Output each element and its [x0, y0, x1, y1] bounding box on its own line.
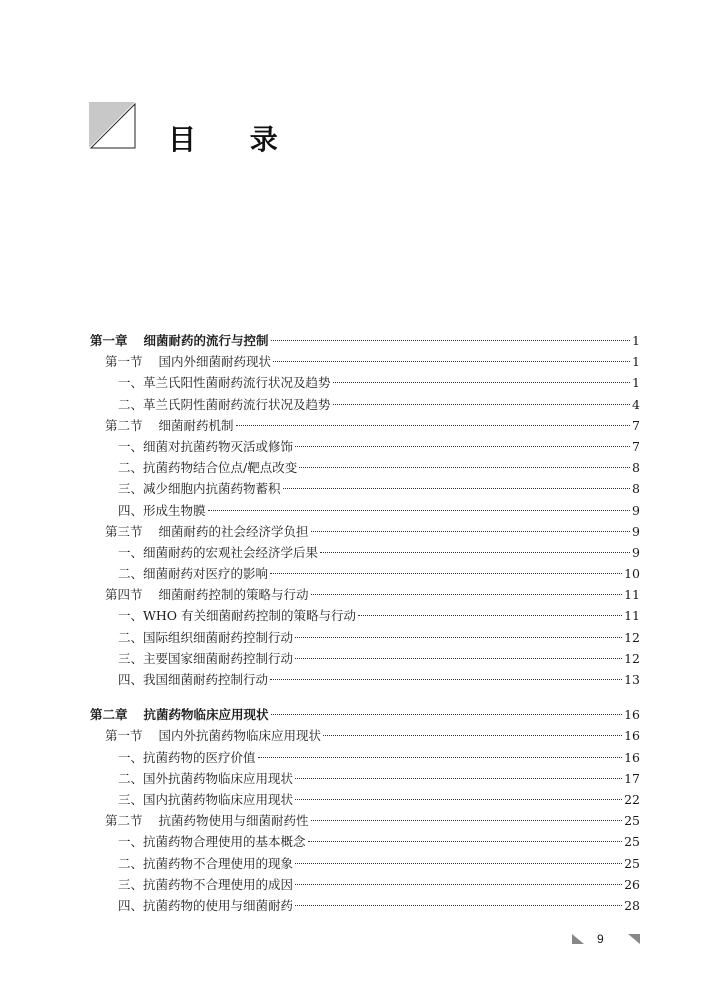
leader-dots [236, 425, 631, 426]
chapter-number: 第二章 [90, 707, 128, 723]
item-title: 一、抗菌药物合理使用的基本概念 [118, 834, 306, 850]
toc-item-entry[interactable] [90, 747, 640, 768]
leader-dots [271, 714, 623, 715]
chapter-page-number: 16 [624, 707, 640, 723]
item-page-number: 11 [624, 608, 640, 624]
toc-item-entry[interactable] [90, 394, 640, 415]
item-title: 一、WHO 有关细菌耐药控制的策略与行动 [118, 608, 356, 624]
item-title: 四、形成生物膜 [118, 502, 206, 518]
item-page-number: 25 [624, 855, 640, 871]
item-title: 三、国内抗菌药物临床应用现状 [118, 791, 294, 807]
section-number: 第四节 [105, 587, 143, 603]
toc-item-entry[interactable] [90, 895, 640, 916]
section-page-number: 7 [632, 417, 640, 433]
leader-dots [295, 446, 630, 447]
item-page-number: 17 [624, 770, 640, 786]
leader-dots [270, 573, 622, 574]
section-title: 国内外抗菌药物临床应用现状 [158, 728, 322, 744]
toc-item-entry[interactable] [90, 874, 640, 895]
leader-dots [273, 361, 630, 362]
item-title: 二、国际组织细菌耐药控制行动 [118, 629, 294, 645]
section-title: 抗菌药物使用与细菌耐药性 [158, 813, 309, 829]
item-page-number: 12 [624, 650, 640, 666]
toc-item-entry[interactable] [90, 669, 640, 690]
item-page-number: 13 [624, 672, 640, 687]
leader-dots [333, 404, 631, 405]
leader-dots [283, 488, 631, 489]
leader-dots [295, 799, 622, 800]
toc-item-entry[interactable] [90, 542, 640, 563]
section-number: 第二节 [105, 417, 143, 433]
toc-item-entry[interactable] [90, 605, 640, 626]
toc-item-entry[interactable] [90, 853, 640, 874]
toc-item-entry[interactable] [90, 648, 640, 669]
toc-item-entry[interactable] [90, 563, 640, 584]
item-title: 三、主要国家细菌耐药控制行动 [118, 650, 294, 666]
section-number: 第三节 [105, 523, 143, 539]
section-title: 细菌耐药的社会经济学负担 [158, 523, 309, 539]
item-title: 四、我国细菌耐药控制行动 [118, 672, 269, 687]
toc-item-entry[interactable] [90, 372, 640, 393]
toc-chapter-entry[interactable] [90, 704, 640, 725]
section-page-number: 1 [632, 354, 640, 370]
leader-dots [299, 467, 630, 468]
toc-item-entry[interactable] [90, 768, 640, 789]
chapter-title: 细菌耐药的流行与控制 [143, 333, 269, 348]
toc-section-entry[interactable] [90, 415, 640, 436]
leader-dots [333, 382, 631, 383]
item-page-number: 25 [624, 834, 640, 850]
item-page-number: 8 [632, 481, 640, 497]
toc-section-entry[interactable] [90, 351, 640, 372]
toc-section-entry[interactable] [90, 725, 640, 746]
leader-dots [311, 531, 631, 532]
toc-section-entry[interactable] [90, 584, 640, 605]
item-page-number: 26 [624, 876, 640, 892]
chapter-title: 抗菌药物临床应用现状 [143, 707, 269, 723]
item-page-number: 22 [624, 791, 640, 807]
section-page-number: 25 [624, 813, 640, 829]
footer-corner-mark-icon [570, 930, 642, 950]
leader-dots [308, 841, 623, 842]
item-title: 二、革兰氏阴性菌耐药流行状况及趋势 [118, 396, 331, 412]
item-title: 二、抗菌药物不合理使用的现象 [118, 855, 294, 871]
item-title: 二、国外抗菌药物临床应用现状 [118, 770, 294, 786]
item-page-number: 12 [624, 629, 640, 645]
item-title: 四、抗菌药物的使用与细菌耐药 [118, 897, 294, 913]
leader-dots [295, 884, 622, 885]
section-page-number: 16 [624, 728, 640, 744]
leader-dots [358, 615, 622, 616]
leader-dots [295, 905, 622, 906]
table-of-contents [90, 330, 640, 930]
toc-chapter-entry[interactable] [90, 330, 640, 351]
chapter-block [90, 704, 640, 916]
section-title: 国内外细菌耐药现状 [158, 354, 272, 370]
item-page-number: 9 [632, 502, 640, 518]
leader-dots [208, 510, 631, 511]
item-title: 二、抗菌药物结合位点/靶点改变 [118, 460, 298, 476]
leader-dots [323, 735, 622, 736]
leader-dots [311, 594, 623, 595]
section-number: 第一节 [105, 728, 143, 744]
leader-dots [271, 340, 631, 341]
toc-item-entry[interactable] [90, 789, 640, 810]
title-corner-mark-icon [89, 102, 137, 150]
section-page-number: 11 [624, 587, 640, 603]
page-title: 目 录 [168, 123, 300, 156]
toc-item-entry[interactable] [90, 457, 640, 478]
section-title: 细菌耐药控制的策略与行动 [158, 587, 309, 603]
item-page-number: 4 [632, 396, 640, 412]
item-title: 一、抗菌药物的医疗价值 [118, 749, 256, 765]
item-title: 一、细菌耐药的宏观社会经济学后果 [118, 544, 319, 560]
chapter-number: 第一章 [90, 333, 128, 348]
toc-item-entry[interactable] [90, 478, 640, 499]
item-title: 三、抗菌药物不合理使用的成因 [118, 876, 294, 892]
item-page-number: 10 [624, 566, 640, 582]
leader-dots [320, 552, 630, 553]
item-page-number: 9 [632, 544, 640, 560]
toc-item-entry[interactable] [90, 627, 640, 648]
leader-dots [270, 679, 622, 680]
leader-dots [295, 863, 622, 864]
section-number: 第一节 [105, 354, 143, 370]
chapter-page-number: 1 [632, 333, 640, 348]
page-number: 9 [597, 932, 604, 946]
toc-section-entry[interactable] [90, 521, 640, 542]
item-title: 二、细菌耐药对医疗的影响 [118, 566, 269, 582]
page-footer [570, 930, 642, 950]
item-page-number: 8 [632, 460, 640, 476]
item-page-number: 16 [624, 749, 640, 765]
section-title: 细菌耐药机制 [158, 417, 234, 433]
leader-dots [258, 757, 623, 758]
toc-item-entry[interactable] [90, 831, 640, 852]
section-number: 第二节 [105, 813, 143, 829]
item-page-number: 28 [624, 897, 640, 913]
section-page-number: 9 [632, 523, 640, 539]
item-page-number: 7 [632, 438, 640, 454]
toc-item-entry[interactable] [90, 500, 640, 521]
leader-dots [295, 658, 622, 659]
leader-dots [295, 637, 622, 638]
toc-section-entry[interactable] [90, 810, 640, 831]
item-title: 一、细菌对抗菌药物灭活或修饰 [118, 438, 294, 454]
item-title: 三、减少细胞内抗菌药物蓄积 [118, 481, 281, 497]
toc-item-entry[interactable] [90, 436, 640, 457]
leader-dots [311, 820, 623, 821]
item-page-number: 1 [632, 375, 640, 391]
chapter-block [90, 330, 640, 690]
leader-dots [295, 778, 622, 779]
item-title: 一、革兰氏阳性菌耐药流行状况及趋势 [118, 375, 331, 391]
